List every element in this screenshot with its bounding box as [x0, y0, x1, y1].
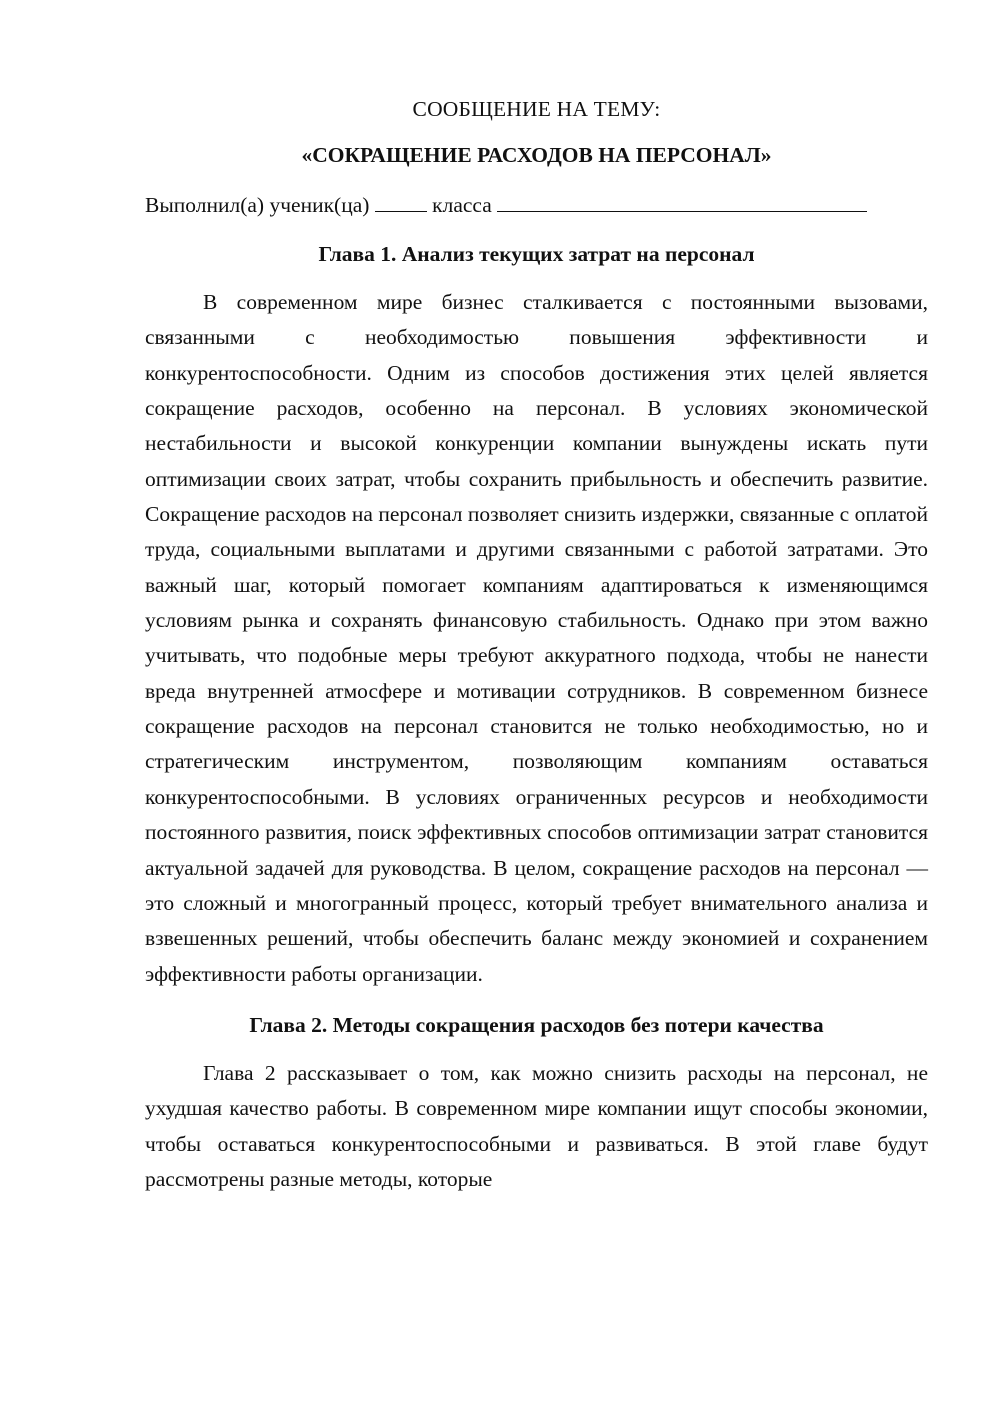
- author-line: [145, 188, 928, 223]
- document-type-label: СООБЩЕНИЕ НА ТЕМУ:: [412, 97, 661, 121]
- chapter-2-heading: Глава 2. Методы сокращения расходов без потери качества: [249, 1012, 824, 1037]
- chapter-1-heading: Глава 1. Анализ текущих затрат на персонал: [318, 242, 755, 266]
- document-title: «СОКРАЩЕНИЕ РАСХОДОВ НА ПЕРСОНАЛ»: [301, 143, 772, 167]
- class-number-blank: [375, 189, 427, 212]
- student-name-blank: [497, 189, 867, 212]
- author-class-label: класса: [432, 193, 492, 217]
- author-prefix: Выполнил(а) ученик(ца): [145, 193, 370, 217]
- chapter-1-paragraph: В современном мире бизнес сталкивается с постоянными вызовами, связанными с необходимостью повышения эффективности и конкурентоспособности. Одним из способов достижения этих целей является сокращение расходов, особенно на персонал. В условиях экономической нестабильности и высокой конкуренции компании вынуждены искать пути оптимизации своих затрат, чтобы сохранить прибыльность и обеспечить развитие. Сокращение расходов на персонал позволяет снизить издержки, связанные с оплатой труда, социальными выплатами и другими связанными с работой затратами. Это важный шаг, который помогает компаниям адаптироваться к изменяющимся условиям рынка и сохранять финансовую стабильность. Однако при этом важно учитывать, что подобные меры требуют аккуратного подхода, чтобы не нанести вреда внутренней атмосфере и мотивации сотрудников. В современном бизнесе сокращение расходов на персонал становится не только необходимостью, но и стратегическим инструментом, позволяющим компаниям оставаться конкурентоспособными. В условиях ограниченных ресурсов и необходимости постоянного развития, поиск эффективных способов оптимизации затрат становится актуальной задачей для руководства. В целом, сокращение расходов на персонал — это сложный и многогранный процесс, который требует внимательного анализа и взвешенных решений, чтобы обеспечить баланс между экономией и сохранением эффективности работы организации.: [145, 290, 928, 986]
- chapter-2-paragraph: Глава 2 рассказывает о том, как можно снизить расходы на персонал, не ухудшая качество работы. В современном мире компании ищут способы экономии, чтобы оставаться конкурентоспособными и развиваться. В этой главе будут рассмотрены разные методы, которые: [145, 1060, 928, 1191]
- document-content: [145, 92, 928, 1197]
